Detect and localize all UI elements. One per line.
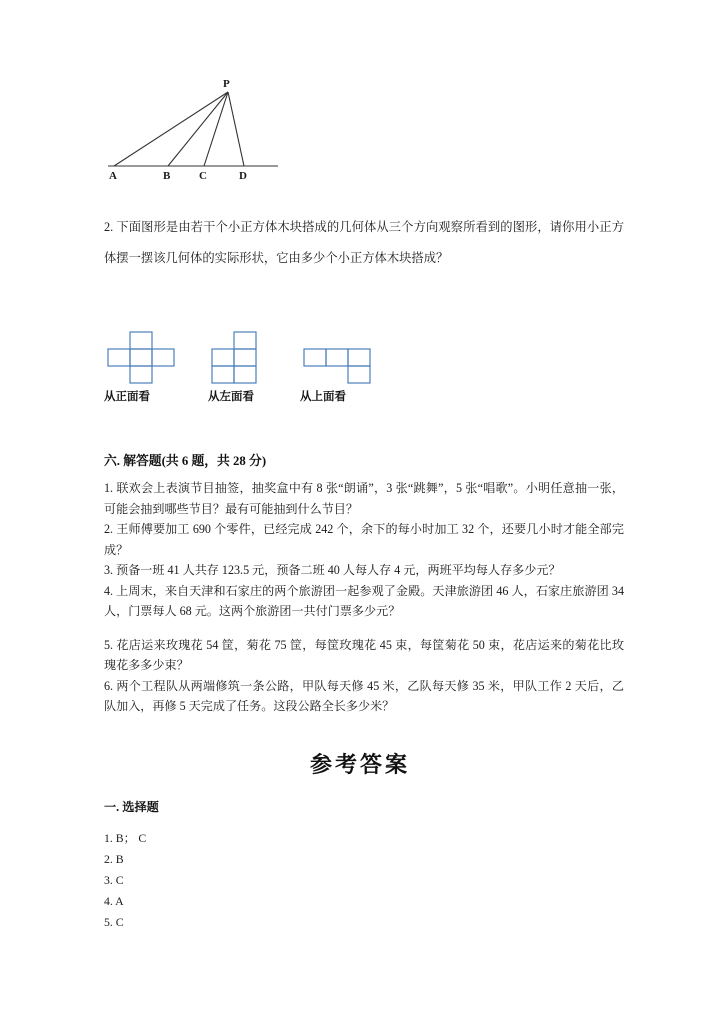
spacer [104, 622, 624, 635]
answer-list [104, 828, 504, 933]
view-front-svg [104, 330, 182, 386]
answer-item: 5. C [104, 915, 124, 929]
question-list [104, 478, 624, 717]
triangle-fan-labels [96, 78, 356, 194]
question-2-text: 2. 下面图形是由若干个小正方体木块搭成的几何体从三个方向观察所看到的图形，请你用小正方体摆一摆该几何体的实际形状，它由多少个小正方体木块搭成？ [104, 220, 624, 265]
label-A: A [109, 170, 117, 182]
label-B: B [163, 170, 171, 182]
answers-title: 参考答案 [309, 752, 410, 777]
label-P: P [223, 78, 230, 90]
three-view-figures [104, 330, 404, 422]
question-item: 5. 花店运来玫瑰花 54 筐，菊花 75 筐，每筐玫瑰花 45 束，每筐菊花 50 束，花店运来的菊花比玫瑰花多多少束？ [104, 637, 624, 672]
view-top-svg [300, 330, 378, 386]
answer-item: 2. B [104, 852, 124, 866]
answers-subheading: 一. 选择题 [104, 800, 159, 814]
view-top-caption: 从上面看 [300, 391, 346, 403]
answer-item: 4. A [104, 894, 124, 908]
label-D: D [239, 170, 247, 182]
answer-item: 3. C [104, 873, 124, 887]
view-front [104, 330, 182, 403]
section-heading: 六. 解答题(共 6 题，共 28 分) [104, 454, 267, 468]
question-item: 3. 预备一班 41 人共存 123.5 元，预备二班 40 人每人存 4 元，两班平均每人存多少元？ [104, 563, 561, 577]
view-left-caption: 从左面看 [208, 391, 254, 403]
view-top [300, 330, 378, 403]
label-C: C [199, 170, 207, 182]
answer-item: 1. B； C [104, 831, 147, 845]
question-item: 1. 联欢会上表演节目抽签，抽奖盒中有 8 张“朗诵”，3 张“跳舞”，5 张“唱歌”。小明任意抽一张，可能会抽到哪些节目？最有可能抽到什么节目？ [104, 481, 624, 516]
triangle-fan-diagram [96, 78, 356, 194]
question-item: 2. 王师傅要加工 690 个零件，已经完成 242 个，余下的每小时加工 32 个，还要几小时才能全部完成？ [104, 522, 624, 557]
question-item: 6. 两个工程队从两端修筑一条公路，甲队每天修 45 米，乙队每天修 35 米，甲队工作 2 天后，乙队加入，再修 5 天完成了任务。这段公路全长多少米？ [104, 678, 624, 713]
view-left [208, 330, 286, 403]
view-left-svg [208, 330, 286, 386]
question-item: 4. 上周末，来自天津和石家庄的两个旅游团一起参观了金殿。天津旅游团 46 人，石家庄旅游团 34 人，门票每人 68 元。这两个旅游团一共付门票多少元？ [104, 583, 624, 618]
view-front-caption: 从正面看 [104, 391, 150, 403]
